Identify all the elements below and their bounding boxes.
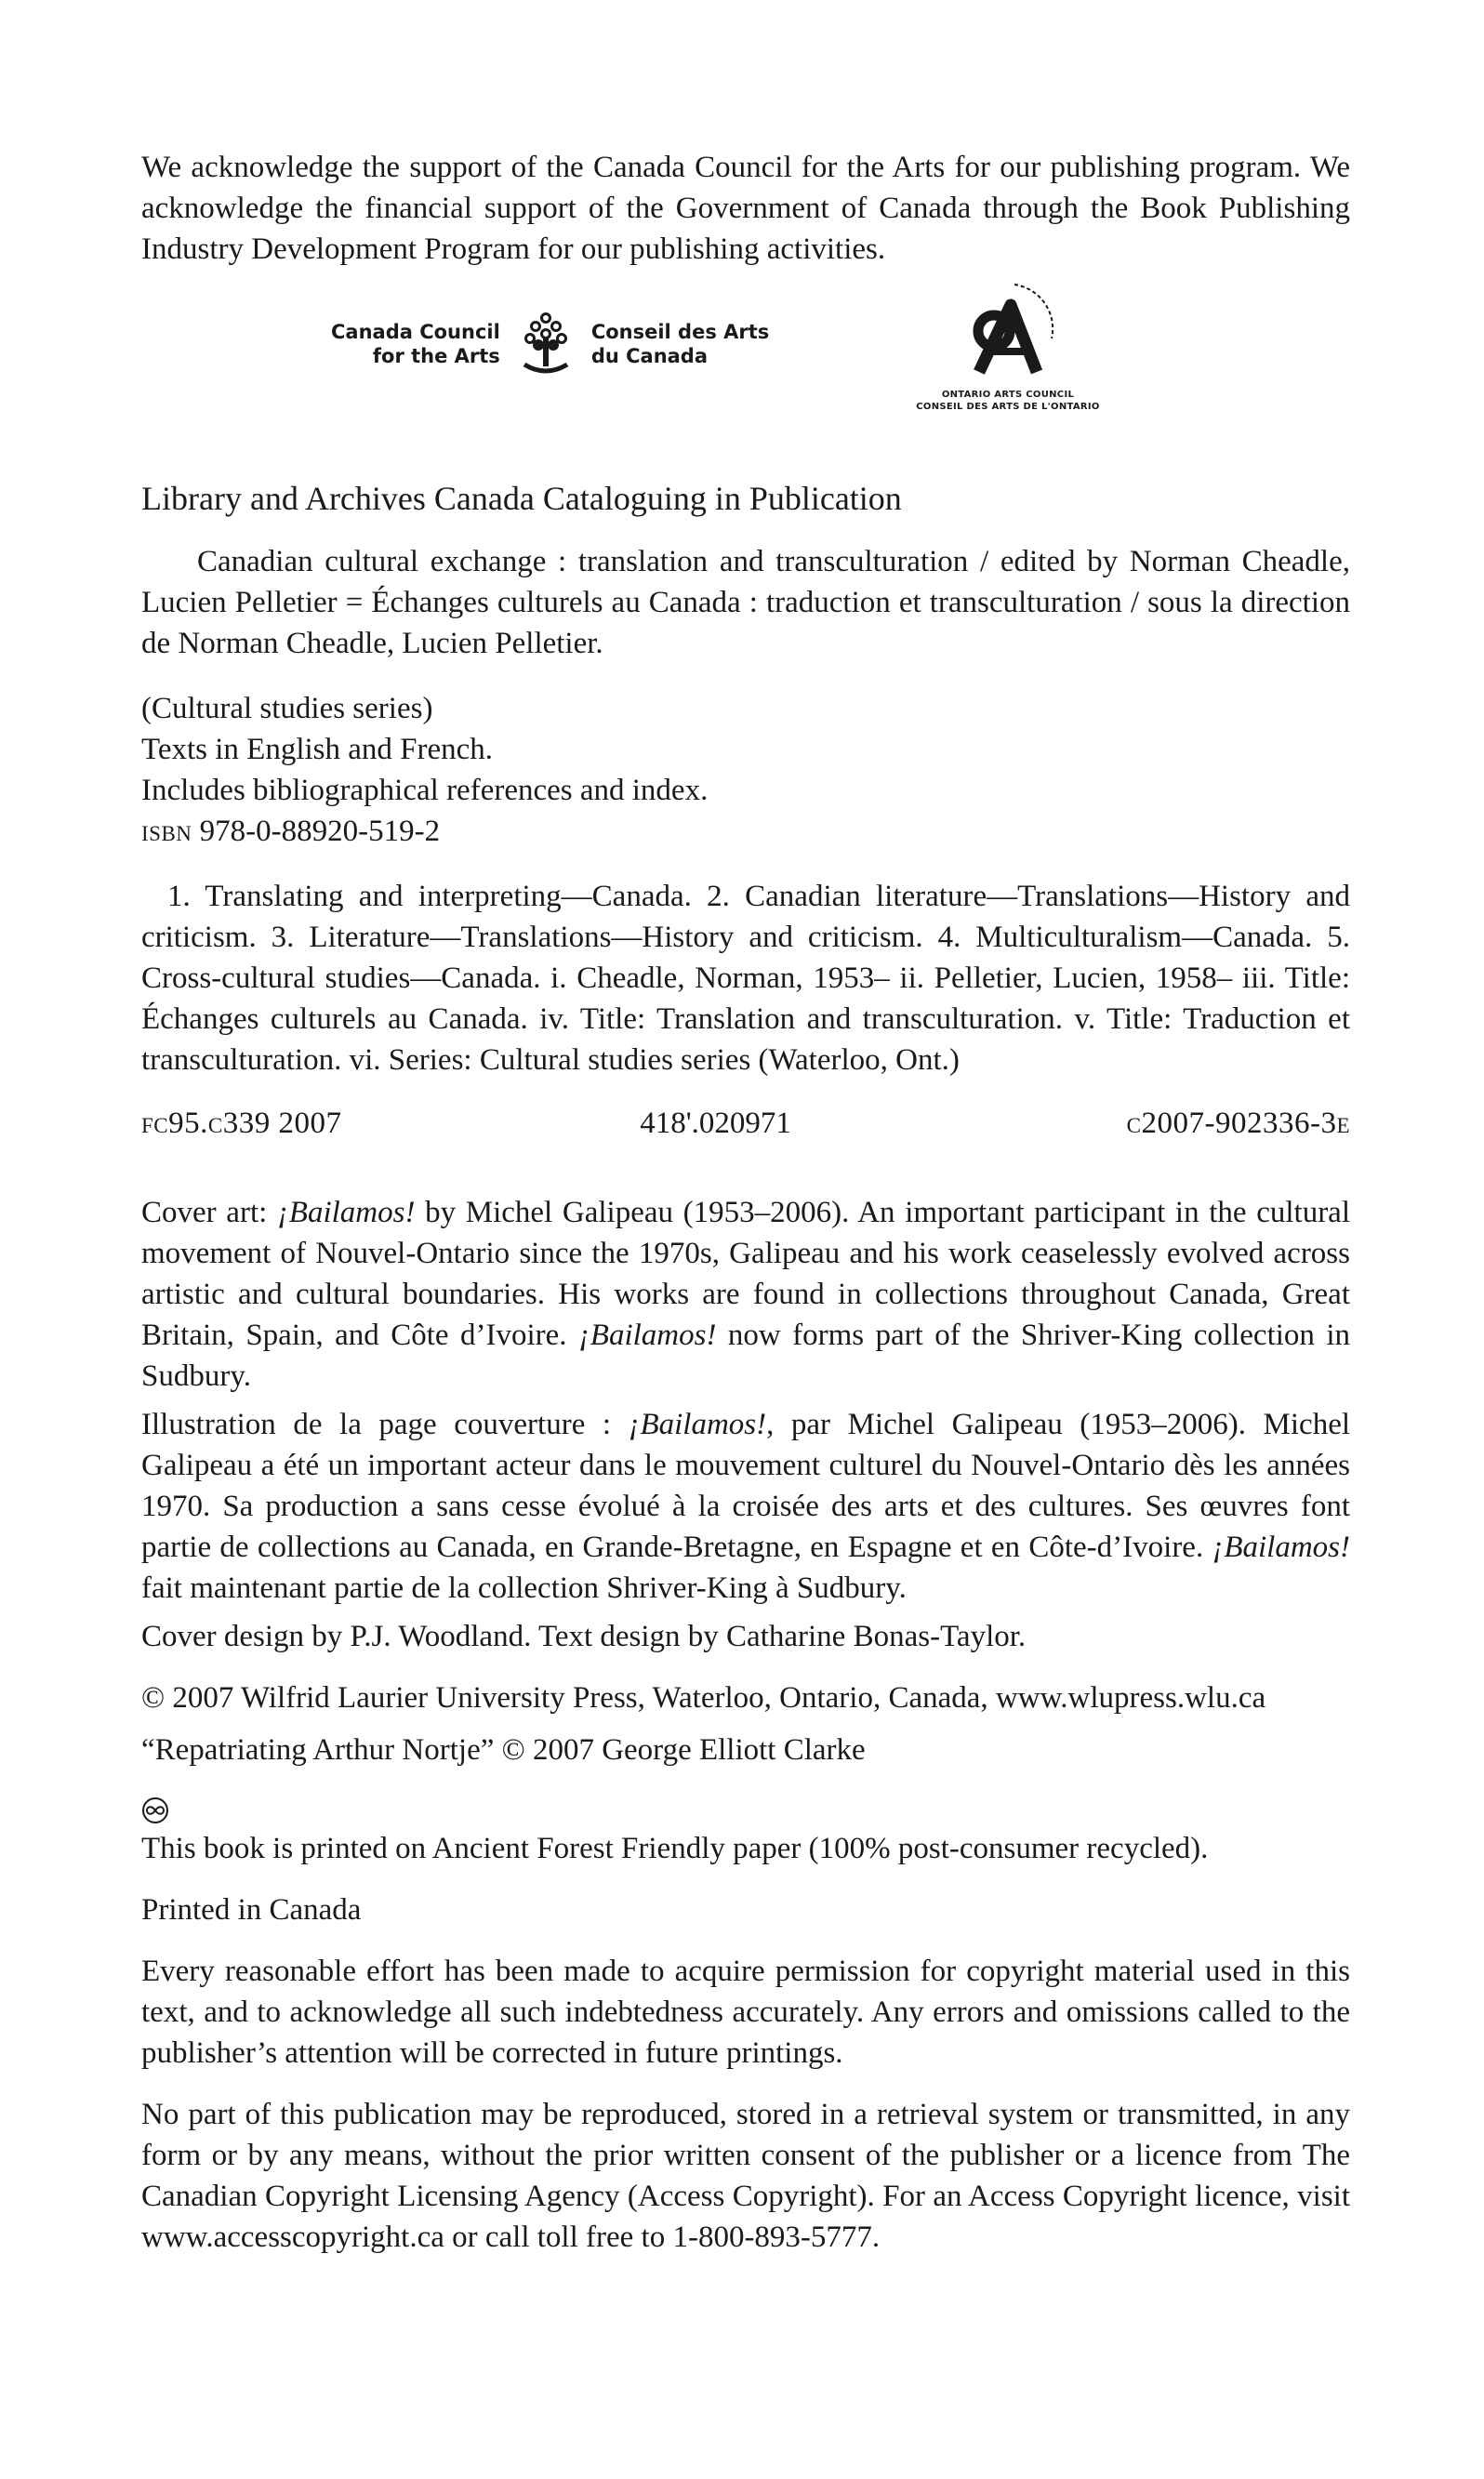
cca-french-line2: du Canada bbox=[590, 345, 709, 367]
cca-french-line1: Conseil des Arts bbox=[590, 321, 770, 343]
cip-note: (Cultural studies series) bbox=[141, 692, 433, 725]
ontario-arts-council-logo bbox=[915, 277, 1101, 413]
cip-notes bbox=[141, 688, 1350, 852]
cca-english-line1: Canada Council bbox=[331, 321, 500, 343]
isbn-value: 978-0-88920-519-2 bbox=[199, 815, 441, 848]
dewey-classification: 418'.020971 bbox=[640, 1107, 791, 1140]
cover-art-en-prefix: Cover art: bbox=[141, 1196, 277, 1229]
copyright-notice: © 2007 Wilfrid Laurier University Press, Waterloo, Ontario, Canada, www.wlupress.wlu.ca bbox=[141, 1681, 1266, 1715]
reproduction-notice: No part of this publication may be reproduced, stored in a retrieval system or transmitted, in any form or by any means, without the prior written consent of the publisher or a licence from The Canadian Copyright Licensing Agency (Access Copyright). For an Access Copyright licence, visit www.accesscopyright.ca or call toll free to 1-800-893-5777. bbox=[141, 2098, 1350, 2254]
cip-note: Texts in English and French. bbox=[141, 733, 494, 766]
permission-effort-notice: Every reasonable effort has been made to acquire permission for copyright material used in this text, and to acknowledge all such indebtedness accurately. Any errors and omissions called to the publisher’s attention will be corrected in future printings. bbox=[141, 1955, 1350, 2070]
canada-council-french bbox=[591, 320, 769, 368]
paper-notice: This book is printed on Ancient Forest Friendly paper (100% post-consumer recycled). bbox=[141, 1832, 1209, 1865]
cover-art-fr-body: , par Michel Galipeau (1953–2006). Michel Galipeau a été un important acteur dans le mouvement culturel du Nouvel-Ontario dès les années 1970. Sa production a sans cesse évolué à la croisée des arts et des cultures. Ses œuvres font partie de collections au Canada, en Grande-Bretagne, en Espagne et en Côte-d’Ivoire. bbox=[141, 1408, 1351, 1564]
artwork-title: ¡Bailamos! bbox=[628, 1408, 767, 1441]
printed-in-canada: Printed in Canada bbox=[141, 1893, 362, 1927]
cover-art-fr-prefix: Illustration de la page couverture : bbox=[141, 1408, 629, 1441]
recycled-paper-icon bbox=[141, 1796, 169, 1824]
chapter-copyright: “Repatriating Arthur Nortje” © 2007 George Elliott Clarke bbox=[141, 1733, 866, 1767]
oac-english-name: ONTARIO ARTS COUNCIL bbox=[941, 390, 1075, 400]
cip-isbn bbox=[141, 811, 1350, 852]
page-content bbox=[141, 147, 1350, 2258]
artwork-title: ¡Bailamos! bbox=[276, 1196, 416, 1229]
isbn-label: isbn bbox=[141, 815, 192, 848]
cip-note: Includes bibliographical references and index. bbox=[141, 774, 709, 807]
canada-council-tree-icon bbox=[517, 311, 575, 378]
artwork-title: ¡Bailamos! bbox=[577, 1319, 717, 1352]
cip-control-number: c2007-902336-3e bbox=[1126, 1107, 1350, 1140]
cover-art-fr-tail: fait maintenant partie de la collection Shriver-King à Sudbury. bbox=[141, 1571, 907, 1605]
classification-numbers bbox=[141, 1103, 1350, 1144]
cip-subjects: 1. Translating and interpreting—Canada. 2. Canadian literature—Translations—History and criticism. 3. Literature—Translations—History and criticism. 4. Multiculturalism—Canada. 5. Cross-cultural studies—Canada. i. Cheadle, Norman, 1953– ii. Pelletier, Lucien, 1958– iii. Title: Échanges culturels au Canada. iv. Title: Translation and transculturation. v. Title: Traduction et transculturation. vi. Series: Cultural studies series (Waterloo, Ont.) bbox=[141, 880, 1350, 1077]
canada-council-english bbox=[331, 320, 500, 368]
cip-title-entry: Canadian cultural exchange : translation and transculturation / edited by Norman Cheadle, Lucien Pelletier = Échanges culturels au Canada : traduction et transculturation / sous la direction de Norman Cheadle, Lucien Pelletier. bbox=[141, 545, 1350, 660]
cover-art-french bbox=[141, 1404, 1350, 1609]
cover-art-en-tail: now forms part of the Shriver-King collection in Sudbury. bbox=[141, 1319, 1350, 1393]
support-acknowledgement: We acknowledge the support of the Canada Council for the Arts for our publishing program. We acknowledge the financial support of the Government of Canada through the Book Publishing Industry Development Program for our publishing activities. bbox=[141, 151, 1350, 266]
canada-council-logo bbox=[331, 311, 769, 378]
funder-logos bbox=[141, 277, 1350, 476]
lc-classification: fc95.c339 2007 bbox=[141, 1107, 342, 1140]
cover-art-english bbox=[141, 1192, 1350, 1397]
artwork-title: ¡Bailamos! bbox=[1212, 1531, 1350, 1564]
cca-english-line2: for the Arts bbox=[372, 345, 500, 367]
ontario-arts-council-icon bbox=[947, 277, 1068, 389]
oac-french-name: CONSEIL DES ARTS DE L'ONTARIO bbox=[916, 402, 1100, 412]
cip-heading: Library and Archives Canada Cataloguing in Publication bbox=[141, 480, 902, 517]
cover-art-en-body: by Michel Galipeau (1953–2006). An important participant in the cultural movement of Nouvel-Ontario since the 1970s, Galipeau and his work ceaselessly evolved across artistic and cultural boundaries. His works are found in collections throughout Canada, Great Britain, Spain, and Côte d’Ivoire. bbox=[141, 1196, 1350, 1352]
cover-design-credit: Cover design by P.J. Woodland. Text design by Catharine Bonas-Taylor. bbox=[141, 1620, 1027, 1653]
